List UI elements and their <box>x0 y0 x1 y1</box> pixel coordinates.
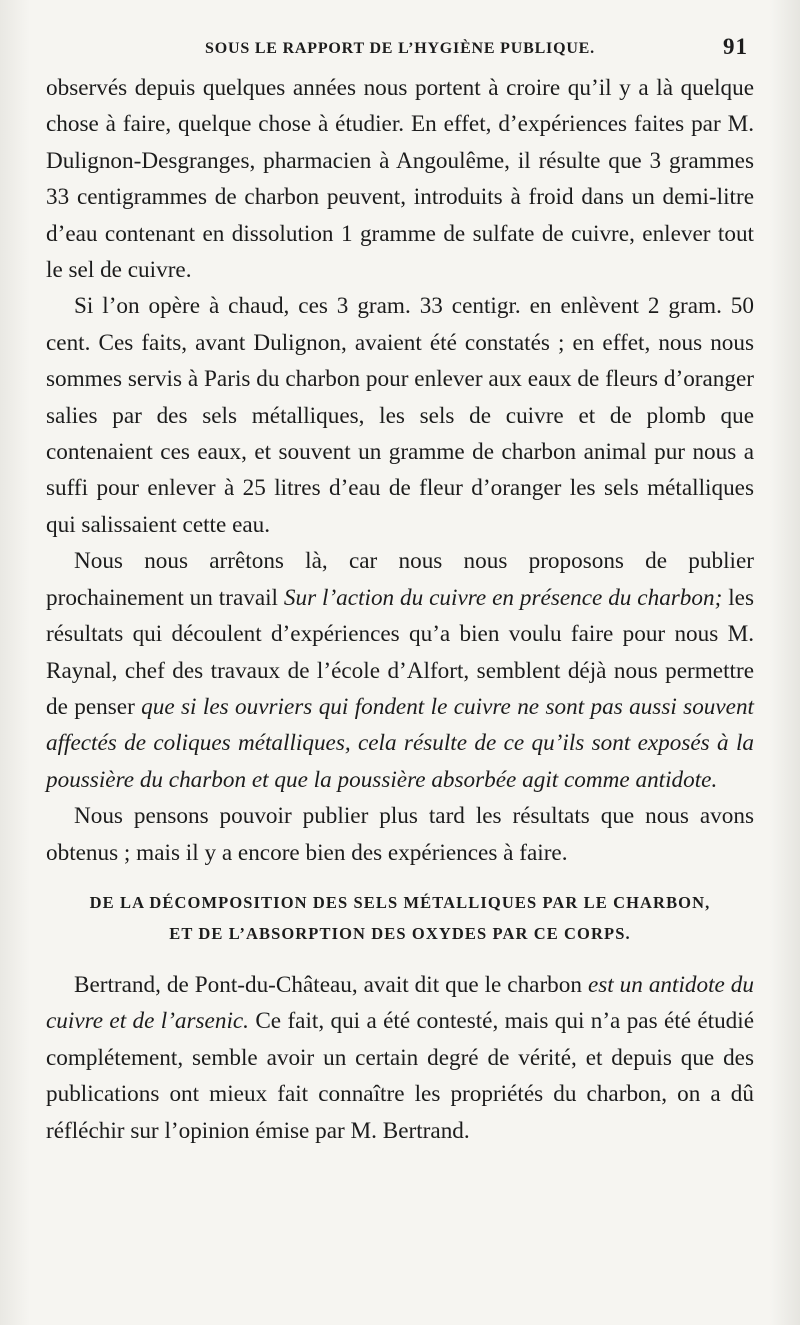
section-heading-line-1: DE LA DÉCOMPOSITION DES SELS MÉTALLIQUES PAR LE CHARBON, <box>89 892 711 912</box>
running-title: SOUS LE RAPPORT DE L’HYGIÈNE PUBLIQUE. <box>205 40 595 57</box>
paragraph-5-text-c: Ce fait, qui a été contesté, mais qui n’a pas été étudié complétement, semble avoir un certain degré de vérité, et depuis que des publications ont mieux fait connaître les propriétés du charbon, on a dû réfléchir sur l’opinion émise par M. Bertrand. <box>46 1008 754 1144</box>
section-heading <box>46 887 754 949</box>
page-header <box>46 30 754 70</box>
paragraph-3-text-c: les résultats qui découlent d’expériences qu’a bien voulu faire pour nous M. Raynal, chef des travaux de l’école d’Alfort, semblent déjà nous permettre de penser <box>46 584 754 720</box>
paragraph-2: Si l’on opère à chaud, ces 3 gram. 33 centigr. en enlèvent 2 gram. 50 cent. Ces faits, avant Dulignon, avaient été constatés ; en effet, nous nous sommes servis à Paris du charbon pour enlever aux eaux de fleurs d’oranger salies par des sels métalliques, les sels de cuivre et de plomb que contenaient ces eaux, et souvent un gramme de charbon animal pur nous a suffi pour enlever à 25 litres d’eau de fleur d’oranger les sels métalliques qui salissaient cette eau. <box>46 293 754 538</box>
paragraph-5 <box>46 967 754 1149</box>
paragraph-5-text-a: Bertrand, de Pont-du-Château, avait dit que le charbon <box>74 971 588 998</box>
section-heading-line-2: ET DE L’ABSORPTION DES OXYDES PAR CE CORPS. <box>169 923 631 943</box>
body-text <box>46 70 754 1149</box>
paragraph-4: Nous pensons pouvoir publier plus tard les résultats que nous avons obtenus ; mais il y a encore bien des expériences à faire. <box>46 803 754 866</box>
paragraph-3-italic-title: Sur l’action du cuivre en présence du charbon; <box>283 584 723 611</box>
page-number: 91 <box>723 34 748 59</box>
paragraph-3 <box>46 543 754 798</box>
paragraph-3-italic-conclusion: que si les ouvriers qui fondent le cuivre ne sont pas aussi souvent affectés de coliques métalliques, cela résulte de ce qu’ils sont exposés à la poussière du charbon et que la poussière absorbée agit comme antidote. <box>46 693 754 793</box>
paragraph-3-text-a: Nous nous arrêtons là, car nous nous proposons de publier prochainement un travail <box>46 548 754 611</box>
paragraph-5-italic-claim: est un antidote du cuivre et de l’arsenic. <box>46 971 754 1035</box>
paragraph-1: observés depuis quelques années nous portent à croire qu’il y a là quelque chose à faire, quelque chose à étudier. En effet, d’expériences faites par M. Dulignon-Desgranges, pharmacien à Angoulême, il résulte que 3 grammes 33 centigrammes de charbon peuvent, introduits à froid dans un demi-litre d’eau contenant en dissolution 1 gramme de sulfate de cuivre, enlever tout le sel de cuivre. <box>46 75 754 284</box>
